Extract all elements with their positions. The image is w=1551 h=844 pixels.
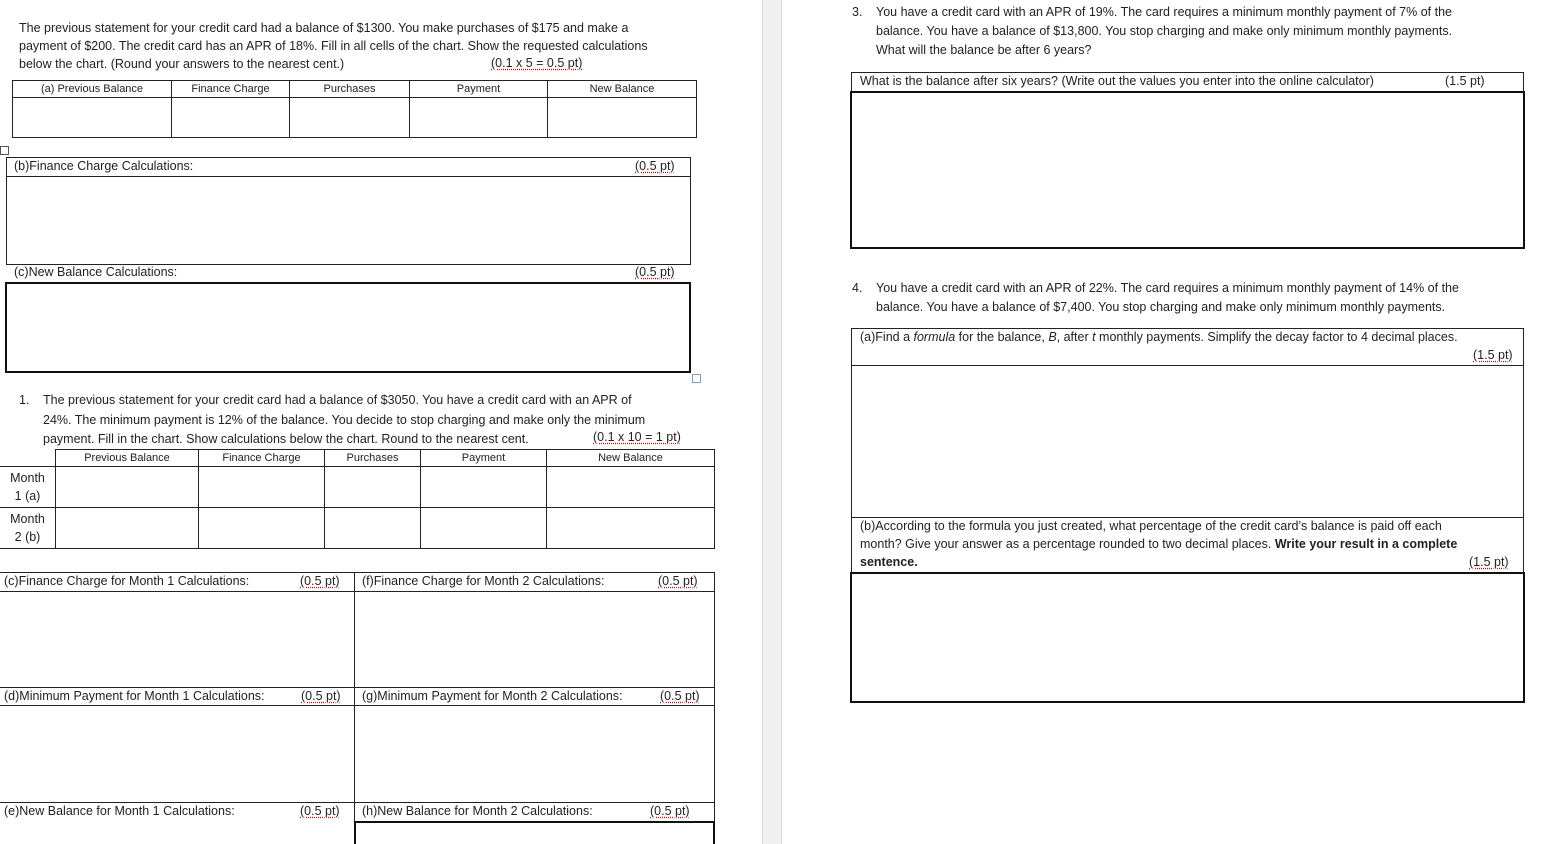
- part-a-points: (0.1 x 5 = 0.5 pt): [491, 56, 583, 70]
- answer-cell[interactable]: [325, 508, 421, 549]
- table-header: Purchases: [325, 450, 421, 467]
- q1-line: The previous statement for your credit card had a balance of $3050. You have a credit card with an APR of: [43, 393, 632, 407]
- q4-line: balance. You have a balance of $7,400. You stop charging and make only minimum monthly payments.: [876, 300, 1446, 314]
- q1-line: 24%. The minimum payment is 12% of the balance. You decide to stop charging and make only the minimum: [43, 412, 646, 427]
- q3-box-label: What is the balance after six years? (Write out the values you enter into the online calculator): [860, 74, 1374, 88]
- calc-points: (0.5 pt): [650, 804, 690, 818]
- q3-line: What will the balance be after 6 years?: [876, 43, 1092, 57]
- part-a-intro-line: payment of $200. The credit card has an APR of 18%. Fill in all cells of the chart. Show the requested calculations: [19, 39, 648, 53]
- new-balance-points: (0.5 pt): [635, 265, 675, 279]
- table-header: Payment: [421, 450, 547, 467]
- calc-points: (0.5 pt): [658, 574, 698, 588]
- answer-cell[interactable]: [547, 508, 715, 549]
- table-header: Purchases: [290, 81, 410, 98]
- calc-points: (0.5 pt): [300, 804, 340, 818]
- calc-label-e: (e)New Balance for Month 1 Calculations:: [4, 804, 235, 818]
- table-header: New Balance: [548, 81, 697, 98]
- q4-b-label: (b)According to the formula you just created, what percentage of the credit card’s balance is paid off each month? Give your answer as a percentage rounded to two decimal places. Write your result in a complete sentence.: [860, 519, 1458, 569]
- q1-calc-hline: [0, 591, 715, 592]
- q4-line: You have a credit card with an APR of 22%. The card requires a minimum monthly payment of 14% of the: [876, 281, 1459, 295]
- answer-cell[interactable]: [56, 467, 199, 508]
- q3-answer-box[interactable]: [850, 91, 1525, 249]
- table-header: New Balance: [547, 450, 715, 467]
- q4-a-points: (1.5 pt): [1473, 348, 1513, 362]
- q4-b-points: (1.5 pt): [1469, 555, 1509, 569]
- q3-text: [876, 3, 1546, 60]
- part-a-intro: [19, 19, 719, 73]
- table-header: Finance Charge: [199, 450, 325, 467]
- calc-points: (0.5 pt): [660, 689, 700, 703]
- part-a-intro-line: below the chart. (Round your answers to the nearest cent.): [19, 57, 345, 71]
- q1-calc-divider: [354, 572, 355, 844]
- table-header: Previous Balance: [56, 450, 199, 467]
- table-header: Finance Charge: [172, 81, 290, 98]
- answer-cell[interactable]: [410, 98, 548, 138]
- q1-table: [0, 449, 715, 549]
- q1-calc-thick-line: [354, 821, 715, 823]
- row-label-line: 2 (b): [14, 530, 41, 544]
- row-label: [0, 467, 56, 508]
- answer-cell[interactable]: [13, 98, 172, 138]
- q1-calc-hline: [0, 705, 715, 706]
- answer-cell[interactable]: [199, 467, 325, 508]
- finance-charge-points: (0.5 pt): [635, 159, 675, 173]
- new-balance-box[interactable]: [5, 282, 691, 373]
- q1-number: 1.: [19, 393, 30, 407]
- q1-calc-thick-line: [713, 821, 715, 844]
- q1-calc-hline: [0, 802, 715, 803]
- q1-calc-thick-line: [354, 821, 356, 844]
- table-corner: [0, 450, 56, 467]
- table-header: Payment: [410, 81, 548, 98]
- q3-line: balance. You have a balance of $13,800. You stop charging and make only minimum monthly payments.: [876, 24, 1453, 38]
- answer-cell[interactable]: [548, 98, 697, 138]
- q4-number: 4.: [852, 281, 863, 295]
- page-gutter: [762, 0, 782, 844]
- resize-handle[interactable]: [692, 374, 701, 383]
- row-label-line: Month: [10, 471, 45, 485]
- calc-label-g: (g)Minimum Payment for Month 2 Calculations:: [362, 689, 623, 703]
- answer-cell[interactable]: [421, 467, 547, 508]
- new-balance-label: (c)New Balance Calculations:: [14, 265, 178, 279]
- calc-points: (0.5 pt): [300, 574, 340, 588]
- table-header: (a) Previous Balance: [13, 81, 172, 98]
- answer-cell[interactable]: [421, 508, 547, 549]
- answer-cell[interactable]: [547, 467, 715, 508]
- answer-cell[interactable]: [199, 508, 325, 549]
- part-a-table: [12, 80, 697, 138]
- row-label-line: Month: [10, 512, 45, 526]
- q4-b-answer-box[interactable]: [850, 572, 1525, 703]
- answer-cell[interactable]: [290, 98, 410, 138]
- q4-a-header-line: [851, 365, 1524, 366]
- answer-cell[interactable]: [172, 98, 290, 138]
- q4-a-box[interactable]: [851, 328, 1524, 518]
- q3-line: You have a credit card with an APR of 19%. The card requires a minimum monthly payment of 7% of the: [876, 5, 1452, 19]
- q1-points: (0.1 x 10 = 1 pt): [593, 430, 681, 444]
- q1-line: payment. Fill in the chart. Show calculations below the chart. Round to the nearest cent.: [43, 432, 529, 446]
- calc-label-h: (h)New Balance for Month 2 Calculations:: [362, 804, 593, 818]
- answer-cell[interactable]: [56, 508, 199, 549]
- row-label: [0, 508, 56, 549]
- q1-calc-hline: [0, 687, 715, 688]
- q3-number: 3.: [852, 5, 863, 19]
- calc-points: (0.5 pt): [301, 689, 341, 703]
- calc-label-d: (d)Minimum Payment for Month 1 Calculations:: [4, 689, 265, 703]
- table-move-handle[interactable]: [0, 146, 9, 155]
- part-a-intro-line: The previous statement for your credit card had a balance of $1300. You make purchases of $175 and make a: [19, 21, 629, 35]
- q3-box-points: (1.5 pt): [1445, 74, 1485, 88]
- row-label-line: 1 (a): [14, 489, 41, 503]
- finance-charge-label: (b)Finance Charge Calculations:: [14, 159, 194, 173]
- q4-text: [876, 279, 1546, 317]
- calc-label-f: (f)Finance Charge for Month 2 Calculations:: [362, 574, 605, 588]
- calc-label-c: (c)Finance Charge for Month 1 Calculations:: [4, 574, 250, 588]
- q4-a-label: (a)Find a formula for the balance, B, after t monthly payments. Simplify the decay factor to 4 decimal places.: [860, 330, 1458, 344]
- answer-cell[interactable]: [325, 467, 421, 508]
